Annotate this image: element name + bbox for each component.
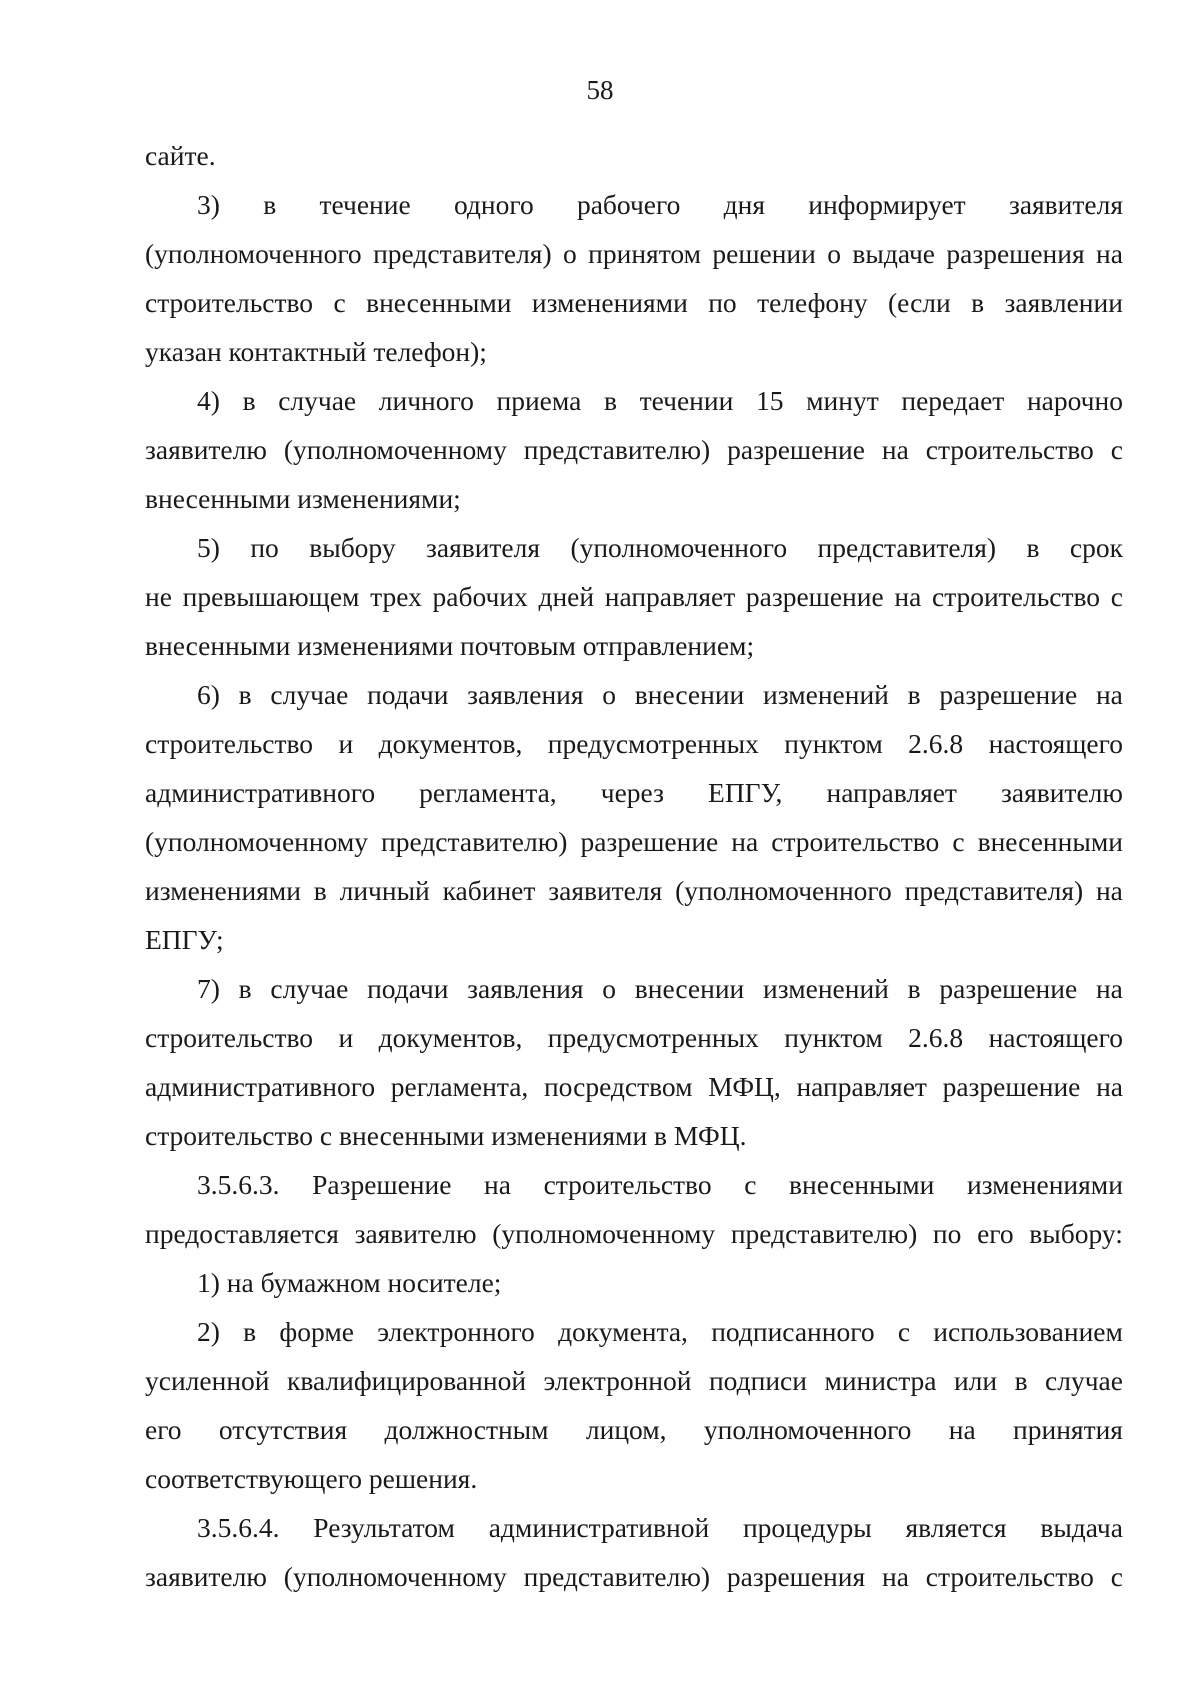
- word: документа,: [558, 1316, 688, 1347]
- word: заявлении: [1004, 287, 1123, 318]
- word: 3): [197, 189, 220, 220]
- word: случае: [1045, 1365, 1123, 1396]
- word: разрешение: [580, 826, 719, 857]
- word: случае: [278, 385, 357, 416]
- word: лицом,: [585, 1414, 667, 1445]
- word: процедуры: [742, 1512, 872, 1543]
- word: отсутствия: [218, 1414, 348, 1445]
- word: посредством: [543, 1071, 693, 1102]
- word: представителю): [381, 826, 568, 857]
- word: приема: [496, 385, 582, 416]
- word: в: [1014, 1365, 1028, 1396]
- word: минут: [806, 385, 879, 416]
- word: заявителю: [1001, 777, 1123, 808]
- text-line: сайте.: [145, 140, 216, 171]
- word: о: [602, 973, 617, 1004]
- word: по: [708, 287, 737, 318]
- word: его: [145, 1414, 182, 1445]
- word: по: [250, 532, 279, 563]
- word: 5): [197, 532, 220, 563]
- word: не: [145, 581, 172, 612]
- word: на: [894, 581, 922, 612]
- word: внесенными: [366, 287, 512, 318]
- page-number: 58: [586, 75, 614, 105]
- word: с: [1110, 434, 1123, 465]
- text-line: [145, 523, 1123, 572]
- word: строительство: [145, 1022, 314, 1053]
- word: разрешение: [942, 1071, 1081, 1102]
- word: уполномоченного: [703, 1414, 912, 1445]
- word: подписанного: [711, 1316, 875, 1347]
- text-line: [145, 768, 1123, 817]
- word: (уполномоченному: [283, 1561, 507, 1592]
- word: 2.6.8: [908, 1022, 964, 1053]
- word: с: [897, 1316, 911, 1347]
- text-line: указан контактный телефон);: [145, 336, 487, 367]
- text-line: ЕПГУ;: [145, 924, 224, 955]
- word: течение: [319, 189, 411, 220]
- word: заявления: [467, 973, 584, 1004]
- word: через: [600, 777, 664, 808]
- word: ЕПГУ,: [708, 777, 783, 808]
- word: электронной: [543, 1365, 692, 1396]
- word: подачи: [367, 679, 449, 710]
- word: должностным: [384, 1414, 549, 1445]
- word: форме: [279, 1316, 354, 1347]
- word: разрешение: [745, 581, 884, 612]
- word: представителя): [817, 532, 997, 563]
- text-line: 1) на бумажном носителе;: [197, 1267, 502, 1298]
- word: превышающем: [182, 581, 360, 612]
- word: квалифицированной: [286, 1365, 527, 1396]
- word: направляет: [796, 1071, 927, 1102]
- word: (уполномоченному: [492, 1218, 716, 1249]
- text-line: [145, 1552, 1123, 1601]
- word: или: [953, 1365, 998, 1396]
- word: Разрешение: [312, 1169, 452, 1200]
- word: в: [971, 287, 985, 318]
- text-line: [145, 719, 1123, 768]
- word: решении: [712, 238, 816, 269]
- word: подачи: [367, 973, 449, 1004]
- word: предусмотренных: [547, 728, 759, 759]
- word: о: [827, 238, 842, 269]
- word: выбору:: [1029, 1218, 1123, 1249]
- word: заявителя: [1008, 189, 1123, 220]
- word: в: [263, 189, 277, 220]
- word: на: [484, 1169, 511, 1200]
- word: в: [907, 973, 921, 1004]
- word: информирует: [808, 189, 966, 220]
- word: течении: [639, 385, 734, 416]
- word: представителя): [373, 238, 552, 269]
- word: 7): [197, 973, 220, 1004]
- word: с: [1110, 1561, 1123, 1592]
- word: использованием: [933, 1316, 1123, 1347]
- word: случае: [270, 973, 349, 1004]
- word: разрешения: [946, 238, 1085, 269]
- word: регламента,: [419, 777, 557, 808]
- word: 15: [755, 385, 784, 416]
- word: нарочно: [1026, 385, 1123, 416]
- word: изменениями: [531, 287, 688, 318]
- text-line: [145, 1356, 1123, 1405]
- word: на: [1096, 238, 1123, 269]
- word: с: [333, 287, 346, 318]
- text-line: [145, 1405, 1123, 1454]
- word: строительство: [145, 287, 314, 318]
- word: 3.5.6.3.: [197, 1169, 280, 1200]
- word: в: [1026, 532, 1040, 563]
- word: разрешение: [939, 679, 1078, 710]
- word: усиленной: [145, 1365, 270, 1396]
- word: на: [1095, 875, 1123, 906]
- word: направляет: [826, 777, 957, 808]
- word: одного: [453, 189, 534, 220]
- word: 6): [197, 679, 220, 710]
- word: документов,: [378, 728, 523, 759]
- word: в: [603, 385, 617, 416]
- word: и: [338, 728, 354, 759]
- word: о: [602, 679, 617, 710]
- text-line: внесенными изменениями;: [145, 483, 461, 514]
- word: заявителя: [426, 532, 541, 563]
- word: личный: [339, 875, 430, 906]
- word: министра: [824, 1365, 937, 1396]
- word: передает: [901, 385, 1005, 416]
- word: 2): [197, 1316, 220, 1347]
- word: выдаче: [852, 238, 936, 269]
- word: трех: [370, 581, 422, 612]
- text-line: [145, 1013, 1123, 1062]
- word: пунктом: [784, 1022, 883, 1053]
- word: на: [881, 434, 909, 465]
- word: настоящего: [988, 728, 1123, 759]
- text-line: [145, 278, 1123, 327]
- word: с: [744, 1169, 757, 1200]
- word: в: [313, 875, 327, 906]
- text-line: [145, 670, 1123, 719]
- word: (уполномоченного: [145, 238, 362, 269]
- word: является: [905, 1512, 1007, 1543]
- word: личного: [378, 385, 474, 416]
- word: направляет: [604, 581, 736, 612]
- document-body: [145, 131, 1123, 1601]
- word: принятия: [1013, 1414, 1123, 1445]
- word: случае: [270, 679, 349, 710]
- word: на: [882, 1561, 909, 1592]
- text-line: [145, 866, 1123, 915]
- word: дней: [538, 581, 595, 612]
- word: его: [977, 1218, 1014, 1249]
- word: внесении: [634, 973, 745, 1004]
- word: изменений: [763, 679, 889, 710]
- text-line: строительство с внесенными изменениями в МФЦ.: [145, 1120, 747, 1151]
- word: рабочего: [576, 189, 681, 220]
- word: о: [563, 238, 577, 269]
- word: рабочих: [432, 581, 528, 612]
- word: документов,: [378, 1022, 523, 1053]
- word: в: [238, 973, 252, 1004]
- word: строительство: [145, 728, 314, 759]
- word: настоящего: [988, 1022, 1123, 1053]
- text-line: [145, 1160, 1123, 1209]
- text-line: [145, 425, 1123, 474]
- word: административного: [145, 1071, 376, 1102]
- word: принятом: [588, 238, 701, 269]
- word: изменениями: [966, 1169, 1123, 1200]
- word: предусмотренных: [547, 1022, 759, 1053]
- word: Результатом: [313, 1512, 455, 1543]
- text-line: [145, 1503, 1123, 1552]
- text-line: [145, 964, 1123, 1013]
- word: и: [338, 1022, 354, 1053]
- word: выбору: [309, 532, 396, 563]
- text-line: внесенными изменениями почтовым отправлением;: [145, 630, 755, 661]
- word: изменениями: [145, 875, 301, 906]
- word: внесении: [634, 679, 745, 710]
- word: представителю): [523, 434, 711, 465]
- text-line: [145, 572, 1123, 621]
- text-line: [145, 1209, 1123, 1258]
- text-line: [145, 1062, 1123, 1111]
- word: на: [1095, 679, 1123, 710]
- word: (уполномоченному: [283, 434, 507, 465]
- word: 3.5.6.4.: [197, 1512, 280, 1543]
- word: кабинет: [442, 875, 536, 906]
- word: внесенными: [789, 1169, 935, 1200]
- word: (уполномоченному: [145, 826, 368, 857]
- text-line: соответствующего решения.: [145, 1463, 478, 1494]
- word: заявления: [467, 679, 584, 710]
- word: разрешения: [726, 1561, 866, 1592]
- word: заявителю: [145, 1561, 267, 1592]
- word: заявителя: [548, 875, 663, 906]
- word: 2.6.8: [908, 728, 964, 759]
- word: строительство: [925, 434, 1094, 465]
- text-line: [145, 1307, 1123, 1356]
- text-line: [145, 376, 1123, 425]
- word: в: [243, 1316, 257, 1347]
- word: с: [952, 826, 965, 857]
- word: заявителю: [354, 1218, 477, 1249]
- word: разрешение: [727, 434, 865, 465]
- word: заявителю: [145, 434, 267, 465]
- word: в: [238, 679, 252, 710]
- text-line: [145, 229, 1123, 278]
- word: представителю): [523, 1561, 711, 1592]
- word: строительство: [925, 1561, 1094, 1592]
- word: на: [1096, 1071, 1123, 1102]
- word: срок: [1069, 532, 1123, 563]
- text-line: [145, 180, 1123, 229]
- word: представителя): [904, 875, 1084, 906]
- word: административной: [488, 1512, 710, 1543]
- word: изменений: [763, 973, 889, 1004]
- word: по: [932, 1218, 962, 1249]
- word: предоставляется: [145, 1218, 339, 1249]
- word: подписи: [708, 1365, 807, 1396]
- word: строительство: [543, 1169, 712, 1200]
- word: электронного: [377, 1316, 535, 1347]
- word: пунктом: [784, 728, 883, 759]
- word: регламента,: [390, 1071, 529, 1102]
- word: на: [1095, 973, 1123, 1004]
- word: строительство: [771, 826, 940, 857]
- word: в: [242, 385, 256, 416]
- word: разрешение: [939, 973, 1078, 1004]
- word: административного: [145, 777, 376, 808]
- word: на: [948, 1414, 976, 1445]
- word: дня: [723, 189, 765, 220]
- word: (уполномоченного: [570, 532, 788, 563]
- word: выдача: [1040, 1512, 1123, 1543]
- word: телефону: [757, 287, 868, 318]
- word: с: [1110, 581, 1123, 612]
- word: на: [731, 826, 759, 857]
- word: МФЦ,: [708, 1071, 781, 1102]
- word: строительство: [931, 581, 1101, 612]
- word: внесенными: [977, 826, 1123, 857]
- word: (уполномоченного: [675, 875, 892, 906]
- word: 4): [197, 385, 220, 416]
- word: в: [907, 679, 921, 710]
- word: (если: [888, 287, 951, 318]
- word: представителю): [730, 1218, 918, 1249]
- text-line: [145, 817, 1123, 866]
